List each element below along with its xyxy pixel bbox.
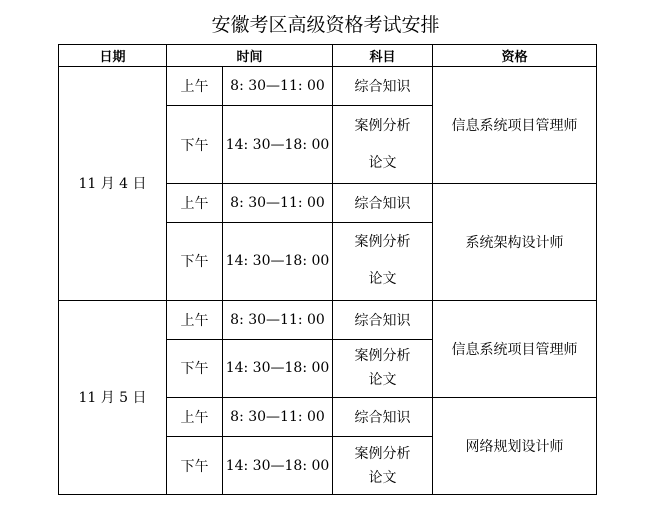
- subject-cell: [333, 437, 433, 495]
- period-cell: 下午: [167, 106, 223, 184]
- subject-cell: 综合知识: [333, 183, 433, 222]
- date-cell: 11 月 5 日: [59, 300, 167, 494]
- subject-line: 论文: [368, 271, 397, 288]
- table-row: [59, 67, 597, 106]
- subject-cell: [333, 339, 433, 397]
- header-row: [59, 45, 597, 67]
- time-cell: 8: 30—11: 00: [223, 397, 333, 436]
- time-cell: 14: 30—18: 00: [223, 437, 333, 495]
- period-cell: 下午: [167, 223, 223, 301]
- subject-line: 案例分析: [354, 348, 411, 365]
- time-cell: 8: 30—11: 00: [223, 300, 333, 339]
- header-time: 时间: [167, 45, 333, 67]
- subject-cell: 综合知识: [333, 67, 433, 106]
- period-cell: 上午: [167, 67, 223, 106]
- header-date: 日期: [59, 45, 167, 67]
- subject-cell: [333, 223, 433, 301]
- page-title: 安徽考区高级资格考试安排: [211, 14, 440, 36]
- header-qualification: 资格: [433, 45, 597, 67]
- period-cell: 下午: [167, 339, 223, 397]
- qualification-cell: 信息系统项目管理师: [433, 300, 597, 397]
- header-subject: 科目: [333, 45, 433, 67]
- table-row: [59, 300, 597, 339]
- subject-line: 论文: [368, 154, 397, 171]
- qualification-cell: 系统架构设计师: [433, 183, 597, 300]
- time-cell: 14: 30—18: 00: [223, 223, 333, 301]
- period-cell: 上午: [167, 397, 223, 436]
- subject-cell: 综合知识: [333, 397, 433, 436]
- period-cell: 下午: [167, 437, 223, 495]
- schedule-table: [58, 44, 597, 495]
- subject-line: 案例分析: [354, 117, 411, 134]
- date-cell: 11 月 4 日: [59, 67, 167, 301]
- period-cell: 上午: [167, 300, 223, 339]
- subject-cell: 综合知识: [333, 300, 433, 339]
- subject-line: 案例分析: [354, 445, 411, 462]
- time-cell: 14: 30—18: 00: [223, 339, 333, 397]
- subject-line: 案例分析: [354, 234, 411, 251]
- period-cell: 上午: [167, 183, 223, 222]
- subject-cell: [333, 106, 433, 184]
- time-cell: 14: 30—18: 00: [223, 106, 333, 184]
- subject-line: 论文: [368, 372, 397, 389]
- qualification-cell: 信息系统项目管理师: [433, 67, 597, 184]
- qualification-cell: 网络规划设计师: [433, 397, 597, 494]
- time-cell: 8: 30—11: 00: [223, 183, 333, 222]
- time-cell: 8: 30—11: 00: [223, 67, 333, 106]
- subject-line: 论文: [368, 469, 397, 486]
